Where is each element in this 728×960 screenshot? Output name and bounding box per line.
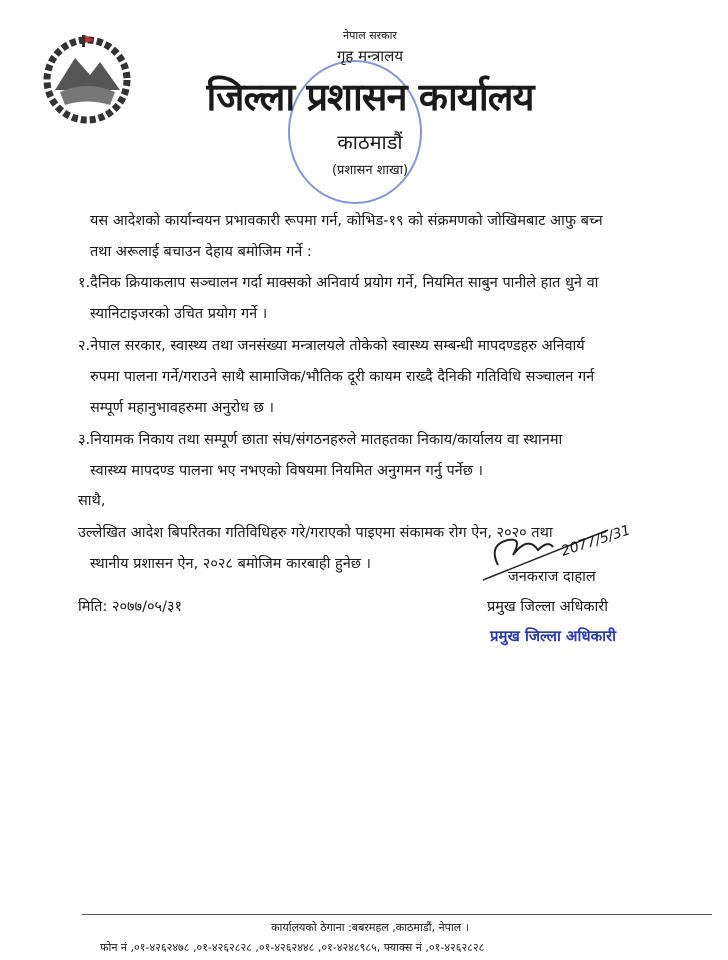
officer-name: जनकराज दाहाल (508, 569, 596, 585)
point-3-line: ३.नियामक निकाय तथा सम्पूर्ण छाता संघ/संगठनहरुले मातहतका निकाय/कार्यालय वा स्थानमा (78, 432, 563, 448)
intro-line: यस आदेशको कार्यान्वयन प्रभावकारी रूपमा गर्न, कोभिड-१९ को संक्रमणको जोखिमबाट आफु बच्न (90, 213, 603, 229)
closing-line: उल्लेखित आदेश बिपरितका गतिविधिहरु गरे/गराएको पाइएमा संकामक रोग ऐन, २०२० तथा (78, 525, 553, 541)
point-1-line: स्यानिटाइजरको उचित प्रयोग गर्ने । (90, 306, 268, 322)
point-3-line: स्वास्थ्य मापदण्ड पालना भए नभएको विषयमा नियमित अनुगमन गर्नु पर्नेछ । (90, 463, 484, 479)
section-label: (प्रशासन शाखा) (331, 163, 409, 178)
intro-line: तथा अरूलाई बचाउन देहाय बमोजिम गर्ने : (90, 244, 312, 260)
date-label: मिति: २०७७/०५/३१ (78, 599, 183, 615)
point-2-line: २.नेपाल सरकार, स्वास्थ्य तथा जनसंख्या मन्त्रालयले तोकेको स्वास्थ्य सम्बन्धी मापदण्डहरु अनिवार्य (78, 338, 585, 354)
government-label: नेपाल सरकार (343, 29, 397, 42)
footer-address: कार्यालयको ठेगाना :बबरमहल ,काठमाडौं, नेपाल । (271, 921, 469, 934)
office-title: जिल्ला प्रशासन कार्यालय (206, 75, 534, 119)
also-label: साथै, (78, 493, 106, 509)
officer-designation: प्रमुख जिल्ला अधिकारी (487, 599, 608, 615)
point-1-line: १.दैनिक क्रियाकलाप सञ्चालन गर्दा माक्सको अनिवार्य प्रयोग गर्ने, नियमित साबुन पानीले हात धुने वा (78, 275, 599, 291)
footer-divider (82, 914, 712, 915)
designation-stamp: प्रमुख जिल्ला अधिकारी (490, 627, 617, 645)
district-label: काठमाडौं (337, 130, 403, 154)
footer-contacts: फोन नं ,०१-४२६२४७८ ,०१-४२६२८२८ ,०१-४२६२४४८ ,०१-४२४८९८५, फ्याक्स नं ,०१-४२६२८२८ (100, 941, 485, 954)
point-2-line: रुपमा पालना गर्ने/गराउने साथै सामाजिक/भौतिक दूरी कायम राख्दै दैनिकी गतिविधि सञ्चालन गर्न (90, 369, 595, 385)
ministry-label: गृह मन्त्रालय (336, 47, 404, 65)
closing-line: स्थानीय प्रशासन ऐन, २०२८ बमोजिम कारबाही हुनेछ । (90, 556, 372, 572)
handwritten-date: 2077/5/31 (559, 522, 633, 560)
point-2-line: सम्पूर्ण महानुभावहरुमा अनुरोध छ । (90, 400, 274, 416)
